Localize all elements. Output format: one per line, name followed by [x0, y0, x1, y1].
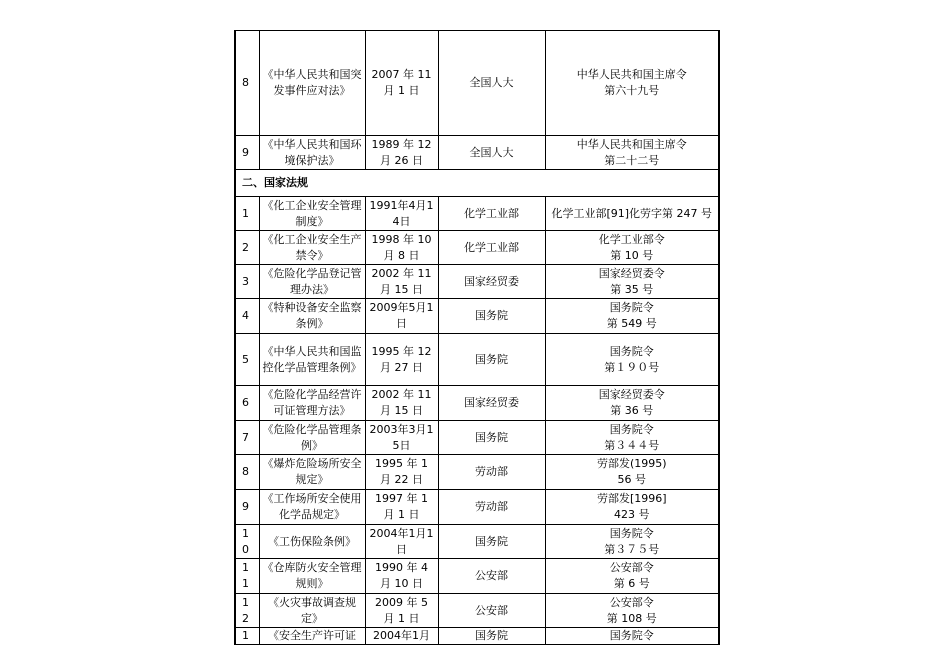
document-number: 劳部发[1996] 423 号 — [545, 490, 719, 525]
table-row — [235, 299, 719, 334]
regulation-name: 《危险化学品登记管理办法》 — [259, 265, 365, 299]
row-number: 1 0 — [235, 525, 259, 559]
issuing-authority: 国务院 — [438, 525, 545, 559]
effective-date: 1995 年 1 月 22 日 — [365, 455, 438, 490]
issuing-authority: 国家经贸委 — [438, 265, 545, 299]
regulation-name: 《中华人民共和国突发事件应对法》 — [259, 31, 365, 136]
effective-date: 2002 年 11 月 15 日 — [365, 386, 438, 421]
table-row — [235, 197, 719, 231]
table-row — [235, 386, 719, 421]
effective-date: 1998 年 10 月 8 日 — [365, 231, 438, 265]
issuing-authority: 国务院 — [438, 334, 545, 386]
effective-date: 2009年5月1日 — [365, 299, 438, 334]
section-title: 二、国家法规 — [235, 170, 719, 197]
issuing-authority: 劳动部 — [438, 490, 545, 525]
regulation-name: 《火灾事故调查规定》 — [259, 594, 365, 628]
effective-date: 2004年1月1日 — [365, 525, 438, 559]
regulation-name: 《安全生产许可证 — [259, 628, 365, 645]
regulation-name: 《中华人民共和国环境保护法》 — [259, 136, 365, 170]
table-row — [235, 334, 719, 386]
effective-date: 2003年3月15日 — [365, 421, 438, 455]
issuing-authority: 国务院 — [438, 421, 545, 455]
issuing-authority: 公安部 — [438, 559, 545, 594]
table-row — [235, 265, 719, 299]
issuing-authority: 化学工业部 — [438, 231, 545, 265]
regulations-table — [234, 30, 720, 645]
issuing-authority: 劳动部 — [438, 455, 545, 490]
table-row — [235, 628, 719, 645]
effective-date: 1995 年 12 月 27 日 — [365, 334, 438, 386]
effective-date: 1990 年 4 月 10 日 — [365, 559, 438, 594]
row-number: 6 — [235, 386, 259, 421]
table-row — [235, 31, 719, 136]
document-number: 中华人民共和国主席令 第六十九号 — [545, 31, 719, 136]
document-number: 国家经贸委令 第 36 号 — [545, 386, 719, 421]
section-row — [235, 170, 719, 197]
document-number: 化学工业部令 第 10 号 — [545, 231, 719, 265]
regulation-name: 《仓库防火安全管理规则》 — [259, 559, 365, 594]
table-row — [235, 136, 719, 170]
document-number: 国务院令 第１９０号 — [545, 334, 719, 386]
table-row — [235, 490, 719, 525]
document-number: 国务院令 — [545, 628, 719, 645]
issuing-authority: 国务院 — [438, 299, 545, 334]
regulation-name: 《危险化学品经营许可证管理方法》 — [259, 386, 365, 421]
row-number: 1 2 — [235, 594, 259, 628]
row-number: 9 — [235, 490, 259, 525]
table-row — [235, 559, 719, 594]
table-row — [235, 421, 719, 455]
row-number: 3 — [235, 265, 259, 299]
issuing-authority: 国家经贸委 — [438, 386, 545, 421]
regulation-name: 《特种设备安全监察条例》 — [259, 299, 365, 334]
table-row — [235, 525, 719, 559]
effective-date: 2009 年 5 月 1 日 — [365, 594, 438, 628]
table-row — [235, 231, 719, 265]
regulation-name: 《爆炸危险场所安全规定》 — [259, 455, 365, 490]
document-number: 公安部令 第 108 号 — [545, 594, 719, 628]
issuing-authority: 公安部 — [438, 594, 545, 628]
effective-date: 2007 年 11 月 1 日 — [365, 31, 438, 136]
effective-date: 2004年1月 — [365, 628, 438, 645]
row-number: 7 — [235, 421, 259, 455]
issuing-authority: 国务院 — [438, 628, 545, 645]
row-number: 5 — [235, 334, 259, 386]
document-number: 中华人民共和国主席令 第二十二号 — [545, 136, 719, 170]
row-number: 8 — [235, 455, 259, 490]
row-number: 8 — [235, 31, 259, 136]
issuing-authority: 化学工业部 — [438, 197, 545, 231]
issuing-authority: 全国人大 — [438, 136, 545, 170]
row-number: 1 — [235, 628, 259, 645]
row-number: 1 — [235, 197, 259, 231]
document-number: 国家经贸委令 第 35 号 — [545, 265, 719, 299]
row-number: 1 1 — [235, 559, 259, 594]
regulation-name: 《工作场所安全使用化学品规定》 — [259, 490, 365, 525]
row-number: 9 — [235, 136, 259, 170]
regulation-name: 《危险化学品管理条例》 — [259, 421, 365, 455]
table-row — [235, 455, 719, 490]
document-number: 国务院令 第３４４号 — [545, 421, 719, 455]
table-row — [235, 594, 719, 628]
row-number: 4 — [235, 299, 259, 334]
regulation-name: 《化工企业安全生产禁令》 — [259, 231, 365, 265]
regulation-name: 《化工企业安全管理制度》 — [259, 197, 365, 231]
document-number: 国务院令 第 549 号 — [545, 299, 719, 334]
document-number: 国务院令 第３７５号 — [545, 525, 719, 559]
row-number: 2 — [235, 231, 259, 265]
document-number: 化学工业部[91]化劳字第 247 号 — [545, 197, 719, 231]
issuing-authority: 全国人大 — [438, 31, 545, 136]
effective-date: 1997 年 1 月 1 日 — [365, 490, 438, 525]
regulation-name: 《工伤保险条例》 — [259, 525, 365, 559]
regulation-name: 《中华人民共和国监控化学品管理条例》 — [259, 334, 365, 386]
document-number: 劳部发(1995) 56 号 — [545, 455, 719, 490]
effective-date: 2002 年 11 月 15 日 — [365, 265, 438, 299]
document-number: 公安部令 第 6 号 — [545, 559, 719, 594]
effective-date: 1991年4月14日 — [365, 197, 438, 231]
effective-date: 1989 年 12 月 26 日 — [365, 136, 438, 170]
